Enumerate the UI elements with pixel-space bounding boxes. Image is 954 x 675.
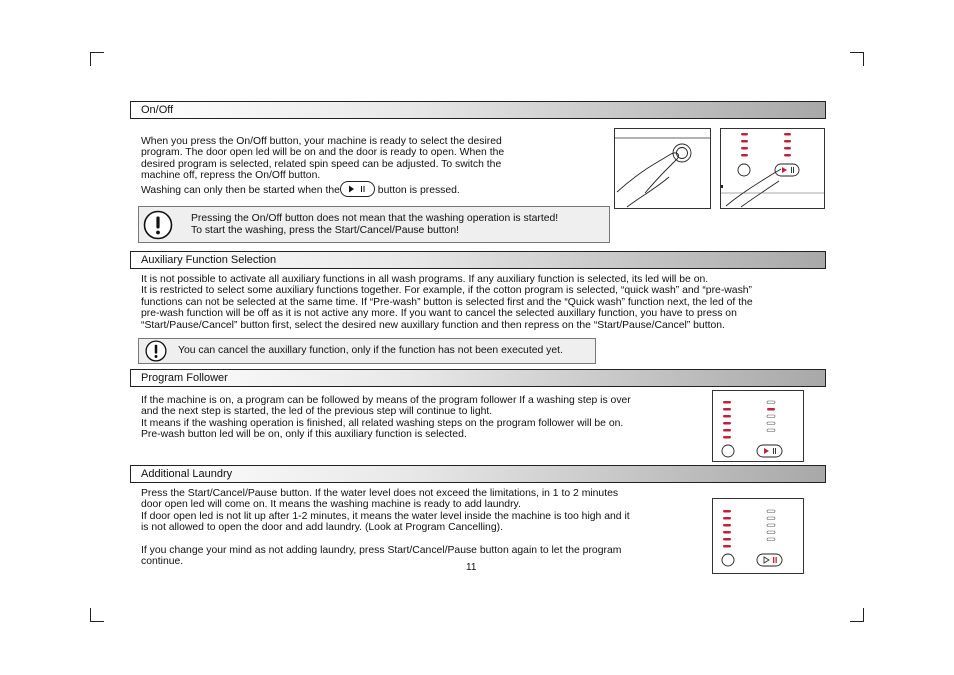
text-line: If door open led is not lit up after 1-2 minutes, it means the water level inside the machine is too high and it [141,510,630,522]
text-line: If the machine is on, a program can be followed by means of the program follower If a washing step is over [141,395,631,406]
crop-mark-bottom-left [90,621,104,622]
note-line: Pressing the On/Off button does not mean that the washing operation is started! [191,213,559,224]
finger-press-illustration [614,128,711,209]
text-fragment: button is pressed. [377,184,460,196]
crop-mark-bottom-right [863,608,864,622]
play-pause-icon [340,181,375,197]
crop-mark-top-left [90,52,91,66]
onoff-paragraph [141,136,504,198]
text-fragment: Washing can only then be started when the [141,184,340,196]
onoff-warning-note [138,206,610,243]
program-follower-illustration [712,390,804,462]
crop-mark-top-right [863,52,864,66]
section-title: Additional Laundry [141,468,233,480]
additional-laundry-illustration [712,498,804,574]
section-header-laundry [130,465,826,483]
text-line: It is restricted to select some auxiliary functions together. For example, if the cotton program is selected, “quick wash” and “pre-wash” [141,285,753,297]
note-line: You can cancel the auxillary function, only if the function has not been executed yet. [178,345,563,356]
text-line: pre-wash function will be off as it is not active any more. If you want to cancel the selected auxillary function, you have to press on [141,308,737,320]
crop-mark-bottom-right [850,621,864,622]
section-header-follower [130,369,826,387]
text-line: When you press the On/Off button, your machine is ready to select the desired [141,136,502,147]
section-title: On/Off [141,104,174,116]
text-line: continue. [141,556,184,568]
warning-exclamation-icon [145,340,167,362]
text-line: machine off, repress the On/Off button. [141,170,321,182]
control-panel-illustration [720,128,825,209]
auxiliary-warning-note [138,338,596,364]
finger-press-icon [617,153,679,207]
section-title: Program Follower [141,372,228,384]
section-header-onoff [130,101,826,119]
text-line: is not allowed to open the door and add laundry. (Look at Program Cancelling). [141,522,503,534]
text-line: “Start/Pause/Cancel” button first, select the desired new auxillary function and then repress on the “Start/Pause/Cancel” button. [141,319,725,331]
warning-exclamation-icon [143,210,173,240]
text-line: Pre-wash button led will be on, only if this auxiliary function is selected. [141,429,467,441]
laundry-paragraph [141,488,630,568]
text-line: and the next step is started, the led of the previous step will continue to light. [141,406,493,418]
text-line: Press the Start/Cancel/Pause button. If the water level does not exceed the limitations, in 1 to 2 minutes [141,488,619,499]
text-line: door open led will come on. It means the washing machine is ready to add laundry. [141,499,521,511]
text-line: It means if the washing operation is finished, all related washing steps on the program follower will be on. [141,417,624,429]
text-line: functions can not be selected at the same time. If “Pre-wash” button is selected first and the “Quick wash” function next, the led of the [141,296,753,308]
text-line [141,534,630,545]
crop-mark-bottom-left [90,608,91,622]
section-title: Auxiliary Function Selection [141,254,277,266]
auxiliary-paragraph [141,274,753,331]
text-line: program. The door open led will be on and the door is ready to open. When the [141,147,505,159]
text-line: If you change your mind as not adding laundry, press Start/Cancel/Pause button again to let the program [141,545,622,557]
note-line: To start the washing, press the Start/Cancel/Pause button! [191,225,459,236]
section-header-auxiliary [130,251,826,269]
follower-paragraph [141,395,631,441]
text-line: desired program is selected, related spin speed can be adjusted. To switch the [141,158,502,170]
page-number: 11 [466,562,477,573]
text-line [141,182,504,198]
crop-mark-top-right [850,52,864,53]
crop-mark-top-left [90,52,104,53]
text-line: It is not possible to activate all auxiliary functions in all wash programs. If any auxiliary function is selected, its led will be on. [141,274,709,285]
